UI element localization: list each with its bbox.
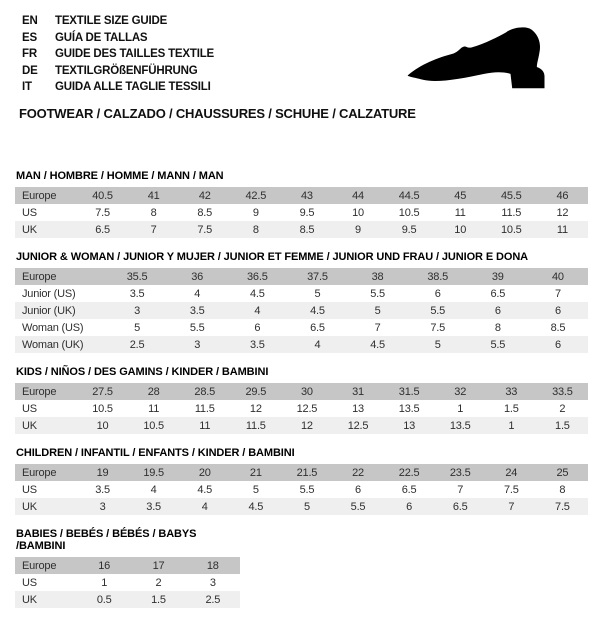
size-cell: 6 xyxy=(494,304,501,317)
row-label: UK xyxy=(22,500,37,513)
size-cell: 45 xyxy=(454,189,467,202)
size-cell: 30 xyxy=(301,385,313,398)
size-cell: 20 xyxy=(198,466,211,479)
size-cell: 6 xyxy=(406,500,413,513)
language-row xyxy=(22,30,214,47)
size-cell: 1 xyxy=(101,576,108,589)
size-cell: 25 xyxy=(556,466,569,479)
language-row xyxy=(22,79,214,96)
size-cell: 9.5 xyxy=(401,223,417,236)
table-row xyxy=(15,319,588,336)
size-cell: 32 xyxy=(454,385,467,398)
size-cell: 12 xyxy=(556,206,569,219)
size-cell: 12.5 xyxy=(296,402,318,415)
size-cell: 7 xyxy=(150,223,157,236)
size-cell: 10.5 xyxy=(143,419,164,432)
language-code: DE xyxy=(22,64,38,77)
row-label: Woman (US) xyxy=(22,321,84,334)
row-label: US xyxy=(22,483,37,496)
size-cell: 4 xyxy=(201,500,208,513)
size-cell: 37.5 xyxy=(307,270,328,283)
size-cell: 21.5 xyxy=(296,466,318,479)
size-cell: 4 xyxy=(194,287,201,300)
table-row xyxy=(15,302,588,319)
size-cell: 5.5 xyxy=(430,304,446,317)
language-label: GUÍA DE TALLAS xyxy=(55,31,148,44)
size-cell: 33.5 xyxy=(552,385,573,398)
size-cell: 45.5 xyxy=(500,189,522,202)
size-table-title: BABIES / BEBÉS / BÉBÉS / BABYS /BAMBINI xyxy=(16,528,197,552)
size-cell: 1 xyxy=(508,419,515,432)
size-cell: 3 xyxy=(209,576,216,589)
table-row xyxy=(15,221,588,238)
size-cell: 8 xyxy=(494,321,501,334)
size-cell: 2.5 xyxy=(205,593,221,606)
size-cell: 10 xyxy=(454,223,467,236)
row-label: US xyxy=(22,206,37,219)
size-cell: 6.5 xyxy=(452,500,468,513)
size-cell: 8 xyxy=(559,483,566,496)
language-code: ES xyxy=(22,31,37,44)
size-cell: 13.5 xyxy=(449,419,471,432)
table-row xyxy=(15,268,588,285)
row-label: Junior (US) xyxy=(22,287,76,300)
row-label: Europe xyxy=(22,189,57,202)
row-label: Europe xyxy=(22,385,57,398)
language-code: IT xyxy=(22,81,32,93)
size-cell: 6 xyxy=(554,338,561,351)
size-cell: 17 xyxy=(152,559,165,572)
size-cell: 3.5 xyxy=(189,304,205,317)
language-label: TEXTILE SIZE GUIDE xyxy=(55,15,168,27)
size-cell: 44.5 xyxy=(398,189,420,202)
size-cell: 7.5 xyxy=(430,321,446,334)
size-table xyxy=(15,447,588,515)
size-cell: 6.5 xyxy=(95,223,110,236)
size-cell: 24 xyxy=(505,466,518,479)
size-cell: 36 xyxy=(191,270,204,283)
table-row xyxy=(15,557,240,574)
size-cell: 1.5 xyxy=(555,419,570,432)
size-cell: 40 xyxy=(552,270,564,283)
size-cell: 5 xyxy=(134,321,141,334)
table-row xyxy=(15,204,588,221)
size-cell: 10.5 xyxy=(500,223,522,236)
size-cell: 7.5 xyxy=(197,223,213,236)
size-cell: 4 xyxy=(150,483,157,496)
size-cell: 11 xyxy=(556,223,568,236)
size-cell: 40.5 xyxy=(92,189,113,202)
row-label: Europe xyxy=(22,270,57,283)
size-table xyxy=(15,528,240,608)
language-row xyxy=(22,13,214,30)
size-cell: 19 xyxy=(96,466,109,479)
size-cell: 6 xyxy=(554,304,561,317)
size-cell: 2 xyxy=(155,576,162,589)
size-cell: 5.5 xyxy=(370,287,385,300)
size-cell: 9 xyxy=(252,206,259,219)
size-cell: 22 xyxy=(352,466,364,479)
size-table xyxy=(15,366,588,434)
size-cell: 22.5 xyxy=(398,466,420,479)
size-cell: 0.5 xyxy=(96,593,112,606)
size-cell: 4 xyxy=(314,338,321,351)
table-row xyxy=(15,498,588,515)
row-label: Europe xyxy=(22,559,57,572)
size-cell: 11.5 xyxy=(501,206,522,219)
size-cell: 28 xyxy=(147,385,160,398)
size-cell: 2.5 xyxy=(129,338,145,351)
size-cell: 41 xyxy=(147,189,160,202)
page-header xyxy=(0,0,600,170)
size-cell: 8.5 xyxy=(197,206,213,219)
size-cell: 10.5 xyxy=(398,206,420,219)
size-cell: 5 xyxy=(303,500,310,513)
size-table-title: CHILDREN / INFANTIL / ENFANTS / KINDER / BAMBINI xyxy=(16,447,295,459)
language-label: GUIDA ALLE TAGLIE TESSILI xyxy=(55,81,211,93)
size-cell: 2 xyxy=(559,402,566,415)
size-cell: 38.5 xyxy=(427,270,448,283)
size-cell: 7.5 xyxy=(95,206,110,219)
size-cell: 5 xyxy=(252,483,259,496)
size-cell: 33 xyxy=(505,385,518,398)
size-cell: 5.5 xyxy=(350,500,366,513)
size-cell: 31 xyxy=(352,385,364,398)
row-label: US xyxy=(22,402,37,415)
size-cell: 7.5 xyxy=(503,483,519,496)
size-cell: 5.5 xyxy=(490,338,506,351)
language-code: FR xyxy=(22,48,37,60)
size-cell: 6.5 xyxy=(401,483,417,496)
size-cell: 7 xyxy=(554,287,561,300)
size-cell: 38 xyxy=(371,270,384,283)
row-label: Europe xyxy=(22,466,57,479)
size-cell: 7.5 xyxy=(555,500,570,513)
size-cell: 8 xyxy=(150,206,157,219)
language-label: TEXTILGRÖßENFÜHRUNG xyxy=(55,64,198,77)
table-row xyxy=(15,400,588,417)
size-cell: 4.5 xyxy=(248,500,264,513)
size-cell: 42 xyxy=(198,189,211,202)
size-cell: 4.5 xyxy=(249,287,265,300)
size-cell: 28.5 xyxy=(194,385,216,398)
size-cell: 10 xyxy=(96,419,109,432)
size-cell: 13.5 xyxy=(398,402,420,415)
size-cell: 31.5 xyxy=(398,385,420,398)
size-cell: 39 xyxy=(491,270,504,283)
size-cell: 46 xyxy=(556,189,569,202)
size-cell: 11.5 xyxy=(194,402,215,415)
size-cell: 5 xyxy=(434,338,441,351)
size-cell: 3.5 xyxy=(95,483,110,496)
size-cell: 6.5 xyxy=(490,287,506,300)
table-row xyxy=(15,574,240,591)
category-heading: FOOTWEAR / CALZADO / CHAUSSURES / SCHUHE / CALZATURE xyxy=(19,106,416,121)
row-label: Woman (UK) xyxy=(22,338,84,351)
language-row xyxy=(22,63,214,80)
size-cell: 6 xyxy=(434,287,441,300)
size-cell: 1.5 xyxy=(503,402,519,415)
size-cell: 4.5 xyxy=(310,304,325,317)
size-cell: 3.5 xyxy=(146,500,161,513)
size-cell: 10 xyxy=(352,206,364,219)
size-cell: 8.5 xyxy=(299,223,315,236)
size-cell: 16 xyxy=(98,559,111,572)
size-cell: 12 xyxy=(301,419,313,432)
row-label: UK xyxy=(22,419,37,432)
row-label: UK xyxy=(22,223,37,236)
size-cell: 6.5 xyxy=(310,321,325,334)
size-cell: 1.5 xyxy=(151,593,166,606)
size-table xyxy=(15,251,588,353)
size-cell: 6 xyxy=(254,321,261,334)
table-row xyxy=(15,383,588,400)
size-cell: 7 xyxy=(457,483,464,496)
language-list xyxy=(22,13,214,96)
table-row xyxy=(15,481,588,498)
language-code: EN xyxy=(22,15,38,27)
size-cell: 11.5 xyxy=(245,419,266,432)
size-cell: 18 xyxy=(206,559,219,572)
size-cell: 35.5 xyxy=(126,270,148,283)
size-table-title: JUNIOR & WOMAN / JUNIOR Y MUJER / JUNIOR ET FEMME / JUNIOR UND FRAU / JUNIOR E DONA xyxy=(16,251,529,263)
size-cell: 43 xyxy=(301,189,313,202)
size-cell: 5 xyxy=(314,287,321,300)
size-cell: 6 xyxy=(355,483,361,496)
size-cell: 13 xyxy=(403,419,416,432)
size-cell: 9 xyxy=(355,223,361,236)
table-row xyxy=(15,336,588,353)
size-cell: 4 xyxy=(254,304,261,317)
size-cell: 4.5 xyxy=(370,338,385,351)
size-cell: 21 xyxy=(249,466,262,479)
table-row xyxy=(15,464,588,481)
size-cell: 11 xyxy=(148,402,160,415)
size-cell: 36.5 xyxy=(247,270,268,283)
size-cell: 44 xyxy=(352,189,364,202)
row-label: UK xyxy=(22,593,37,606)
size-table xyxy=(15,170,588,238)
size-cell: 3 xyxy=(134,304,141,317)
size-cell: 5.5 xyxy=(299,483,315,496)
language-row xyxy=(22,46,214,63)
size-cell: 9.5 xyxy=(299,206,315,219)
size-cell: 11 xyxy=(454,206,466,219)
size-cell: 7 xyxy=(374,321,381,334)
table-row xyxy=(15,285,588,302)
size-cell: 7 xyxy=(508,500,515,513)
size-cell: 4.5 xyxy=(197,483,213,496)
size-cell: 19.5 xyxy=(143,466,164,479)
table-row xyxy=(15,187,588,204)
size-cell: 11 xyxy=(199,419,211,432)
language-label: GUIDE DES TAILLES TEXTILE xyxy=(55,48,214,60)
row-label: Junior (UK) xyxy=(22,304,76,317)
size-table-title: MAN / HOMBRE / HOMME / MANN / MAN xyxy=(16,170,224,182)
size-cell: 12 xyxy=(249,402,262,415)
table-row xyxy=(15,417,588,434)
size-cell: 3 xyxy=(194,338,201,351)
size-cell: 8 xyxy=(252,223,259,236)
size-cell: 8.5 xyxy=(550,321,566,334)
size-cell: 3.5 xyxy=(129,287,145,300)
row-label: US xyxy=(22,576,37,589)
size-cell: 5.5 xyxy=(189,321,205,334)
size-cell: 10.5 xyxy=(92,402,113,415)
size-cell: 12.5 xyxy=(347,419,369,432)
size-cell: 3.5 xyxy=(249,338,265,351)
size-cell: 13 xyxy=(352,402,364,415)
size-cell: 3 xyxy=(99,500,106,513)
size-cell: 1 xyxy=(457,402,464,415)
size-cell: 27.5 xyxy=(92,385,113,398)
size-cell: 5 xyxy=(374,304,381,317)
size-cell: 23.5 xyxy=(449,466,471,479)
size-cell: 29.5 xyxy=(245,385,267,398)
dress-shoe-icon xyxy=(400,22,570,107)
size-cell: 42.5 xyxy=(245,189,267,202)
size-tables xyxy=(15,170,588,621)
size-table-title: KIDS / NIÑOS / DES GAMINS / KINDER / BAMBINI xyxy=(16,366,269,378)
